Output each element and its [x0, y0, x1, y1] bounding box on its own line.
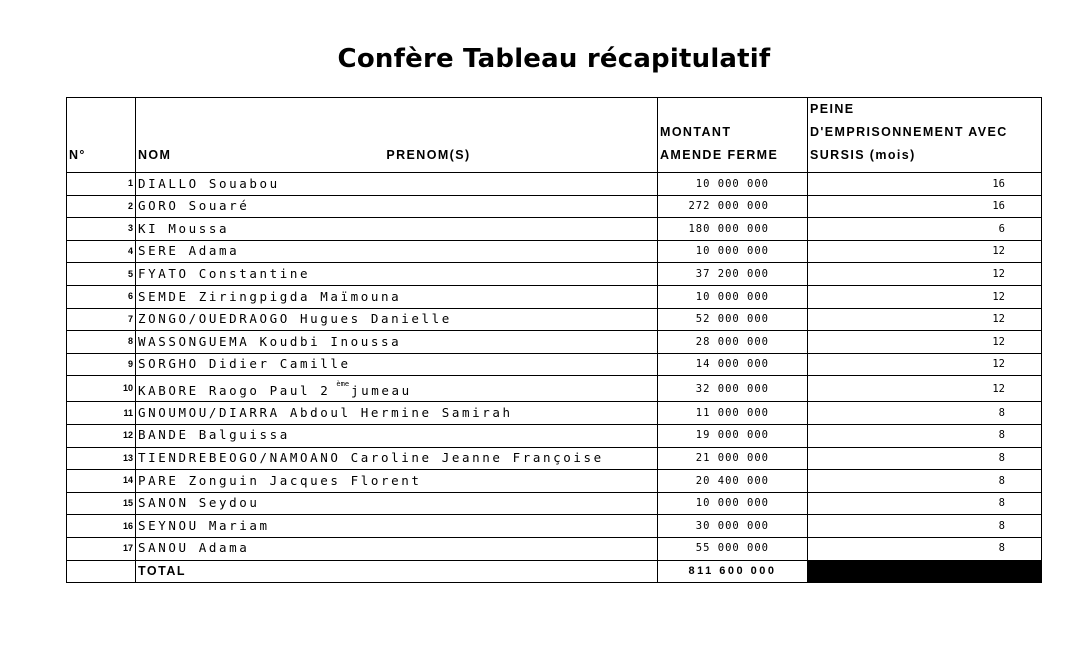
header-prenom: PRENOM(S) [386, 148, 471, 162]
row-name [136, 218, 658, 241]
row-number: 6 [67, 285, 136, 308]
row-name-text: DIALLO Souabou [138, 175, 280, 191]
row-name [136, 470, 658, 493]
row-number: 5 [67, 263, 136, 286]
table-row [67, 515, 1042, 538]
total-number-cell [67, 560, 136, 583]
row-months: 12 [808, 331, 1042, 354]
row-number: 2 [67, 195, 136, 218]
row-months: 6 [808, 218, 1042, 241]
total-row [67, 560, 1042, 583]
row-months: 8 [808, 515, 1042, 538]
row-number: 11 [67, 402, 136, 425]
row-number: 16 [67, 515, 136, 538]
row-name-superscript: ème [336, 379, 350, 388]
row-amount: 272 000 000 [658, 195, 808, 218]
table-row [67, 331, 1042, 354]
row-amount: 52 000 000 [658, 308, 808, 331]
row-months: 16 [808, 173, 1042, 196]
header-sentence-line2: D'EMPRISONNEMENT AVEC [810, 125, 1008, 139]
row-name [136, 195, 658, 218]
row-name [136, 447, 658, 470]
header-sentence-line3: SURSIS (mois) [810, 148, 916, 162]
row-number: 15 [67, 492, 136, 515]
row-months: 8 [808, 447, 1042, 470]
table-header-row [67, 98, 1042, 173]
row-amount: 10 000 000 [658, 285, 808, 308]
table-row [67, 285, 1042, 308]
total-amount: 811 600 000 [658, 560, 808, 583]
row-name [136, 263, 658, 286]
row-name [136, 515, 658, 538]
row-name-text: SERE Adama [138, 243, 240, 259]
table-row [67, 376, 1042, 402]
header-number: N° [67, 98, 136, 173]
row-months: 12 [808, 308, 1042, 331]
table-row [67, 263, 1042, 286]
row-name-text: SORGHO Didier Camille [138, 356, 351, 372]
table-row [67, 240, 1042, 263]
row-name [136, 424, 658, 447]
row-months: 8 [808, 492, 1042, 515]
row-months: 8 [808, 402, 1042, 425]
row-name-text: TIENDREBEOGO/NAMOANO Caroline Jeanne Françoise [138, 450, 604, 466]
row-name-text: SANOU Adama [138, 540, 250, 556]
header-sentence [808, 98, 1042, 173]
header-amount [658, 98, 808, 173]
table-row [67, 353, 1042, 376]
row-amount: 10 000 000 [658, 240, 808, 263]
row-number: 17 [67, 537, 136, 560]
row-name [136, 240, 658, 263]
table-row [67, 492, 1042, 515]
table-row [67, 195, 1042, 218]
row-name-text: BANDE Balguissa [138, 427, 290, 443]
row-amount: 19 000 000 [658, 424, 808, 447]
total-label: TOTAL [136, 560, 658, 583]
row-name [136, 173, 658, 196]
table-row [67, 402, 1042, 425]
row-number: 14 [67, 470, 136, 493]
row-name-text: WASSONGUEMA Koudbi Inoussa [138, 333, 402, 349]
row-amount: 32 000 000 [658, 376, 808, 402]
row-number: 12 [67, 424, 136, 447]
row-number: 3 [67, 218, 136, 241]
row-name-text: SANON Seydou [138, 495, 260, 511]
row-amount: 11 000 000 [658, 402, 808, 425]
row-name [136, 285, 658, 308]
row-number: 7 [67, 308, 136, 331]
row-number: 8 [67, 331, 136, 354]
row-name [136, 353, 658, 376]
row-months: 12 [808, 240, 1042, 263]
row-name-text: FYATO Constantine [138, 265, 311, 281]
row-name [136, 537, 658, 560]
table-row [67, 470, 1042, 493]
row-name-text: SEYNOU Mariam [138, 517, 270, 533]
row-number: 9 [67, 353, 136, 376]
row-amount: 20 400 000 [658, 470, 808, 493]
row-months: 8 [808, 537, 1042, 560]
row-number: 4 [67, 240, 136, 263]
row-name [136, 376, 658, 402]
table-row [67, 308, 1042, 331]
row-amount: 55 000 000 [658, 537, 808, 560]
row-number: 1 [67, 173, 136, 196]
row-name [136, 492, 658, 515]
row-amount: 10 000 000 [658, 173, 808, 196]
row-number: 10 [67, 376, 136, 402]
row-amount: 10 000 000 [658, 492, 808, 515]
row-name-suffix: jumeau [351, 382, 412, 398]
row-name [136, 402, 658, 425]
table-row [67, 218, 1042, 241]
row-number: 13 [67, 447, 136, 470]
header-sentence-line1: PEINE [810, 102, 855, 116]
header-amount-line2: AMENDE FERME [660, 148, 779, 162]
row-months: 12 [808, 285, 1042, 308]
row-name-text: GNOUMOU/DIARRA Abdoul Hermine Samirah [138, 404, 513, 420]
row-amount: 21 000 000 [658, 447, 808, 470]
table-row [67, 537, 1042, 560]
row-amount: 30 000 000 [658, 515, 808, 538]
row-amount: 180 000 000 [658, 218, 808, 241]
row-name-text: ZONGO/OUEDRAOGO Hugues Danielle [138, 311, 452, 327]
row-months: 12 [808, 263, 1042, 286]
row-name-text: GORO Souaré [138, 198, 250, 214]
row-amount: 14 000 000 [658, 353, 808, 376]
row-months: 12 [808, 376, 1042, 402]
row-months: 8 [808, 470, 1042, 493]
row-name-text: KABORE Raogo Paul 2 [138, 382, 331, 398]
row-months: 16 [808, 195, 1042, 218]
row-months: 8 [808, 424, 1042, 447]
summary-table [66, 97, 1042, 583]
row-amount: 37 200 000 [658, 263, 808, 286]
row-name-text: KI Moussa [138, 220, 230, 236]
total-sentence-blackout [808, 560, 1042, 583]
table-row [67, 447, 1042, 470]
document-title: Confère Tableau récapitulatif [337, 44, 771, 74]
row-amount: 28 000 000 [658, 331, 808, 354]
row-name-text: SEMDE Ziringpigda Maïmouna [138, 288, 402, 304]
row-name [136, 331, 658, 354]
header-amount-line1: MONTANT [660, 125, 732, 139]
header-name [136, 98, 658, 173]
table-row [67, 173, 1042, 196]
row-months: 12 [808, 353, 1042, 376]
header-nom: NOM [138, 148, 172, 162]
row-name [136, 308, 658, 331]
row-name-text: PARE Zonguin Jacques Florent [138, 472, 422, 488]
table-row [67, 424, 1042, 447]
